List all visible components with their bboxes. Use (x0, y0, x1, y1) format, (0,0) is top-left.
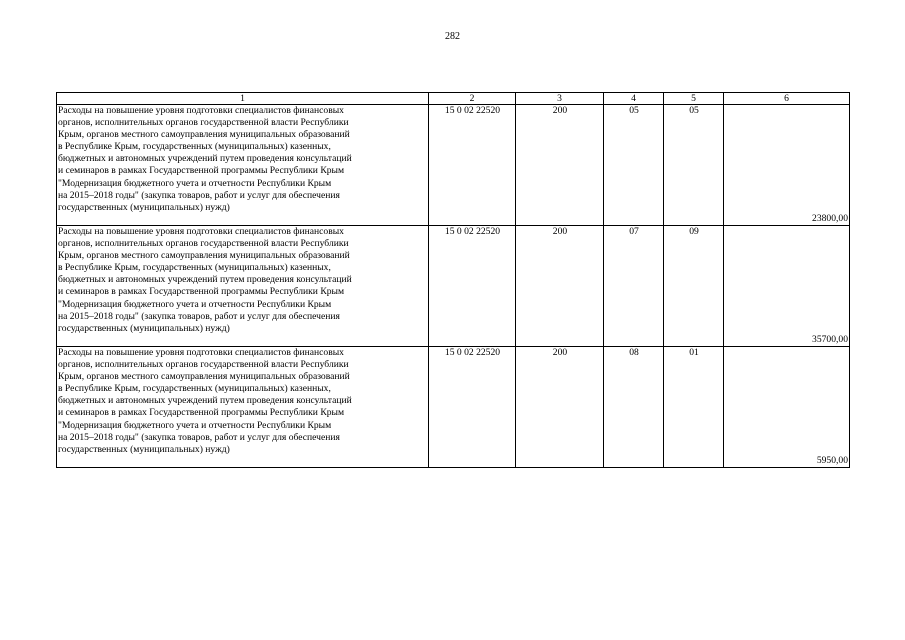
description-line: Расходы на повышение уровня подготовки специалистов финансовых (58, 347, 344, 358)
description-line: Расходы на повышение уровня подготовки специалистов финансовых (58, 105, 344, 116)
description-line: Расходы на повышение уровня подготовки специалистов финансовых (58, 226, 344, 237)
section-code: 07 (604, 226, 664, 347)
column-header-6: 6 (724, 93, 850, 105)
amount-value: 23800,00 (724, 105, 850, 226)
description-line: органов, исполнительных органов государственной власти Республики (58, 238, 349, 250)
description-line: Крым, органов местного самоуправления муниципальных образований (58, 129, 350, 141)
table-row (57, 105, 850, 226)
description-line: на 2015–2018 годы" (закупка товаров, работ и услуг для обеспечения (58, 310, 340, 322)
description-line: и семинаров в рамках Государственной программы Республики Крым (58, 165, 345, 177)
subsection-code: 05 (664, 105, 724, 226)
description-line: государственных (муниципальных) нужд) (58, 201, 230, 213)
expense-description (57, 226, 429, 347)
description-line: органов, исполнительных органов государственной власти Республики (58, 117, 349, 129)
column-header-5: 5 (664, 93, 724, 105)
expense-type-code: 200 (516, 347, 604, 468)
description-line: государственных (муниципальных) нужд) (58, 322, 230, 334)
description-line: органов, исполнительных органов государственной власти Республики (58, 359, 349, 371)
column-header-3: 3 (516, 93, 604, 105)
amount-value: 5950,00 (724, 347, 850, 468)
section-code: 08 (604, 347, 664, 468)
subsection-code: 09 (664, 226, 724, 347)
description-line: государственных (муниципальных) нужд) (58, 443, 230, 455)
description-line: в Республике Крым, государственных (муниципальных) казенных, (58, 141, 331, 153)
description-line: "Модернизация бюджетного учета и отчетности Республики Крым (58, 419, 332, 431)
section-code: 05 (604, 105, 664, 226)
expense-description (57, 105, 429, 226)
table-row (57, 226, 850, 347)
description-line: в Республике Крым, государственных (муниципальных) казенных, (58, 383, 331, 395)
column-header-1: 1 (57, 93, 429, 105)
description-line: и семинаров в рамках Государственной программы Республики Крым (58, 286, 345, 298)
subsection-code: 01 (664, 347, 724, 468)
budget-table (56, 92, 850, 468)
description-line: бюджетных и автономных учреждений путем проведения консультаций (58, 274, 352, 286)
column-header-2: 2 (429, 93, 516, 105)
target-article-code: 15 0 02 22520 (429, 226, 516, 347)
table-row (57, 347, 850, 468)
description-line: бюджетных и автономных учреждений путем проведения консультаций (58, 395, 352, 407)
description-line: на 2015–2018 годы" (закупка товаров, работ и услуг для обеспечения (58, 431, 340, 443)
description-line: Крым, органов местного самоуправления муниципальных образований (58, 371, 350, 383)
column-header-4: 4 (604, 93, 664, 105)
table-header-row (57, 93, 850, 105)
description-line: "Модернизация бюджетного учета и отчетности Республики Крым (58, 298, 332, 310)
amount-value: 35700,00 (724, 226, 850, 347)
description-line: в Республике Крым, государственных (муниципальных) казенных, (58, 262, 331, 274)
description-line: и семинаров в рамках Государственной программы Республики Крым (58, 407, 345, 419)
description-line: бюджетных и автономных учреждений путем проведения консультаций (58, 153, 352, 165)
expense-description (57, 347, 429, 468)
description-line: "Модернизация бюджетного учета и отчетности Республики Крым (58, 177, 332, 189)
expense-type-code: 200 (516, 226, 604, 347)
description-line: на 2015–2018 годы" (закупка товаров, работ и услуг для обеспечения (58, 189, 340, 201)
description-line: Крым, органов местного самоуправления муниципальных образований (58, 250, 350, 262)
expense-type-code: 200 (516, 105, 604, 226)
target-article-code: 15 0 02 22520 (429, 105, 516, 226)
page-number: 282 (445, 31, 460, 42)
target-article-code: 15 0 02 22520 (429, 347, 516, 468)
